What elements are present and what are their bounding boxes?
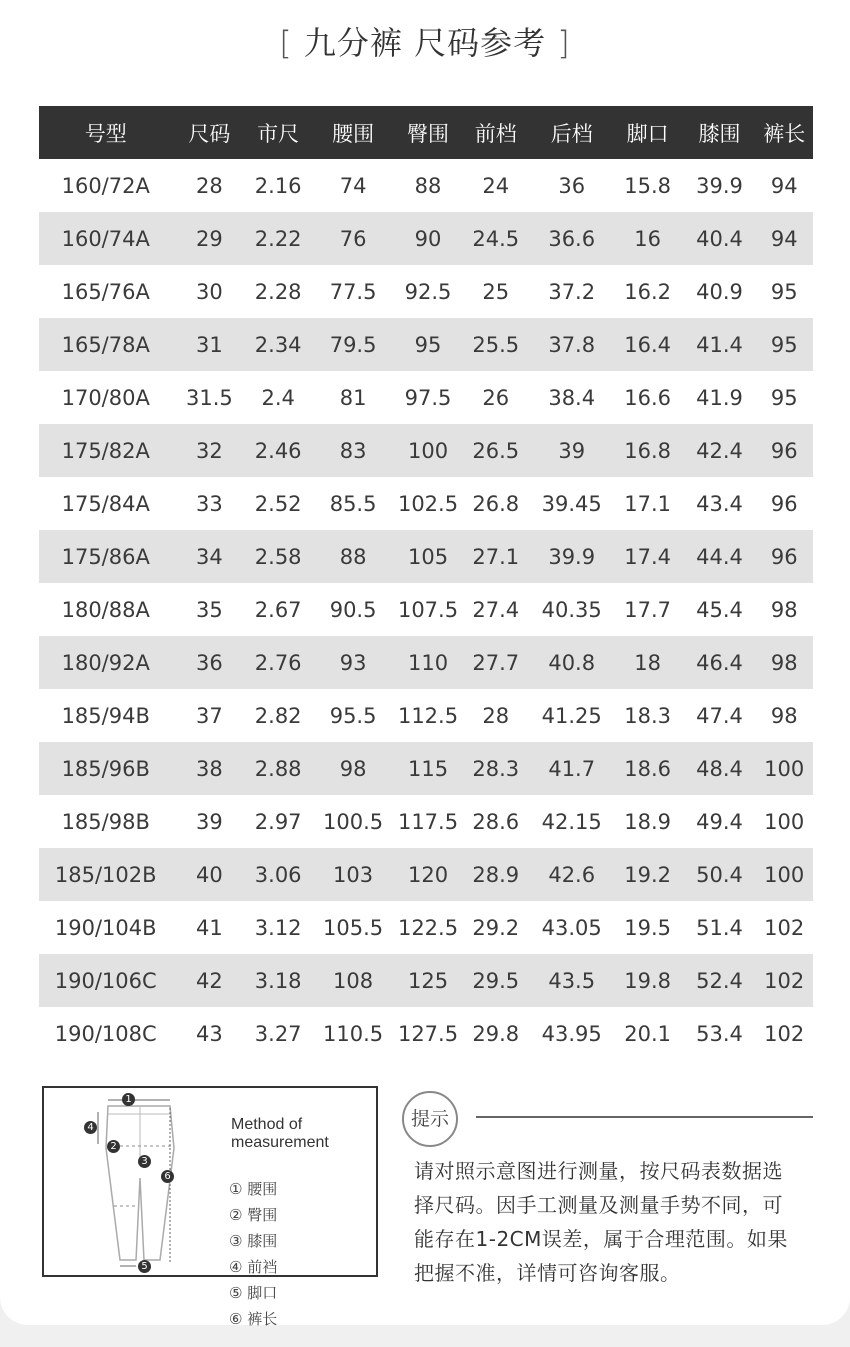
table-cell: 74 bbox=[339, 173, 367, 198]
table-cell: 40.35 bbox=[541, 597, 602, 622]
table-cell: 3.12 bbox=[254, 915, 302, 940]
table-header-row bbox=[39, 106, 813, 159]
table-cell: 95.5 bbox=[329, 703, 377, 728]
table-cell: 102 bbox=[764, 915, 805, 940]
column-header: 号型 bbox=[39, 106, 172, 159]
table-cell: 160/74A bbox=[39, 212, 172, 265]
table-cell: 47.4 bbox=[696, 703, 743, 728]
table-cell: 24.5 bbox=[460, 212, 532, 265]
table-cell: 31.5 bbox=[186, 385, 233, 410]
table-cell: 40 bbox=[172, 848, 246, 901]
table-row bbox=[39, 848, 813, 901]
table-cell: 42 bbox=[172, 954, 246, 1007]
legend-item: ⑤ 脚口 bbox=[229, 1284, 278, 1302]
table-cell: 37 bbox=[196, 703, 223, 728]
table-row bbox=[39, 371, 813, 424]
table-cell: 76 bbox=[310, 212, 396, 265]
table-cell: 95 bbox=[396, 318, 460, 371]
table-cell: 36 bbox=[172, 636, 246, 689]
table-row bbox=[39, 424, 813, 477]
table-cell: 94 bbox=[755, 212, 813, 265]
table-cell: 33 bbox=[196, 491, 223, 516]
table-cell: 16.2 bbox=[624, 279, 672, 304]
table-cell: 42.6 bbox=[532, 848, 612, 901]
table-cell: 29 bbox=[172, 212, 246, 265]
table-row bbox=[39, 795, 813, 848]
table-cell: 81 bbox=[339, 385, 367, 410]
column-header: 尺码 bbox=[172, 106, 246, 159]
table-cell: 185/98B bbox=[61, 809, 150, 834]
table-cell: 96 bbox=[770, 491, 798, 516]
legend-item: ② 臀围 bbox=[229, 1206, 278, 1224]
table-cell: 175/86A bbox=[39, 530, 172, 583]
table-cell: 43 bbox=[196, 1021, 223, 1046]
table-cell: 95 bbox=[770, 385, 798, 410]
table-cell: 105.5 bbox=[323, 915, 384, 940]
table-cell: 108 bbox=[310, 954, 396, 1007]
table-cell: 36 bbox=[558, 173, 586, 198]
legend-item: ④ 前裆 bbox=[229, 1258, 278, 1276]
table-row bbox=[39, 265, 813, 318]
column-header: 臀围 bbox=[396, 106, 460, 159]
table-cell: 42.15 bbox=[541, 809, 602, 834]
table-cell: 43.95 bbox=[541, 1021, 602, 1046]
table-row bbox=[39, 159, 813, 212]
table-cell: 96 bbox=[755, 530, 813, 583]
column-header: 市尺 bbox=[246, 106, 310, 159]
table-cell: 2.88 bbox=[246, 742, 310, 795]
tip-line: 择尺码。因手工测量及测量手势不同，可 bbox=[414, 1193, 783, 1217]
table-cell: 115 bbox=[396, 742, 460, 795]
table-cell: 97.5 bbox=[404, 385, 452, 410]
title-bracket-open: [ bbox=[279, 24, 293, 62]
table-cell: 120 bbox=[396, 848, 460, 901]
table-cell: 2.46 bbox=[246, 424, 310, 477]
method-line-1: Method of bbox=[231, 1116, 303, 1133]
table-cell: 49.4 bbox=[696, 809, 743, 834]
table-cell: 100 bbox=[396, 424, 460, 477]
table-cell: 41.7 bbox=[532, 742, 612, 795]
table-cell: 43.5 bbox=[532, 954, 612, 1007]
page-title bbox=[0, 18, 850, 64]
table-cell: 41.25 bbox=[541, 703, 602, 728]
table-cell: 42.4 bbox=[684, 424, 756, 477]
table-cell: 26.5 bbox=[460, 424, 532, 477]
table-cell: 39.9 bbox=[696, 173, 743, 198]
marker-3: 3 bbox=[138, 1155, 151, 1168]
table-cell: 88 bbox=[414, 173, 442, 198]
table-cell: 29.8 bbox=[472, 1021, 520, 1046]
table-cell: 2.28 bbox=[254, 279, 302, 304]
column-header: 前档 bbox=[460, 106, 532, 159]
table-cell: 26 bbox=[482, 385, 510, 410]
column-header: 腰围 bbox=[310, 106, 396, 159]
tip-badge: 提示 bbox=[402, 1091, 458, 1147]
table-cell: 100 bbox=[755, 848, 813, 901]
pants-outline-icon bbox=[74, 1088, 224, 1273]
table-cell: 29.2 bbox=[472, 915, 520, 940]
method-heading bbox=[231, 1116, 329, 1152]
table-cell: 102 bbox=[764, 1021, 805, 1046]
table-row bbox=[39, 1007, 813, 1060]
table-cell: 2.58 bbox=[246, 530, 310, 583]
table-cell: 127.5 bbox=[397, 1021, 459, 1046]
legend-item: ③ 膝围 bbox=[229, 1232, 278, 1250]
table-row bbox=[39, 318, 813, 371]
table-cell: 94 bbox=[770, 173, 798, 198]
table-cell: 112.5 bbox=[397, 703, 459, 728]
table-cell: 105 bbox=[396, 530, 460, 583]
table-cell: 18.9 bbox=[624, 809, 672, 834]
table-cell: 31 bbox=[172, 318, 246, 371]
table-cell: 19.5 bbox=[624, 915, 672, 940]
table-cell: 185/96B bbox=[39, 742, 172, 795]
table-cell: 52.4 bbox=[684, 954, 756, 1007]
table-cell: 40.4 bbox=[684, 212, 756, 265]
table-cell: 160/72A bbox=[61, 173, 150, 198]
table-cell: 28 bbox=[482, 703, 510, 728]
table-cell: 19.8 bbox=[612, 954, 684, 1007]
table-cell: 32 bbox=[172, 424, 246, 477]
table-cell: 3.18 bbox=[246, 954, 310, 1007]
table-cell: 39.45 bbox=[541, 491, 602, 516]
table-cell: 37.8 bbox=[532, 318, 612, 371]
table-cell: 27.7 bbox=[460, 636, 532, 689]
table-cell: 2.67 bbox=[254, 597, 302, 622]
table-cell: 2.22 bbox=[246, 212, 310, 265]
table-cell: 16 bbox=[612, 212, 684, 265]
table-cell: 17.7 bbox=[624, 597, 672, 622]
table-cell: 100 bbox=[764, 809, 805, 834]
table-cell: 98 bbox=[770, 597, 798, 622]
column-header: 脚口 bbox=[612, 106, 684, 159]
table-cell: 2.16 bbox=[254, 173, 302, 198]
table-cell: 41.4 bbox=[684, 318, 756, 371]
title-text: 九分裤 尺码参考 bbox=[303, 24, 547, 62]
table-cell: 185/94B bbox=[61, 703, 150, 728]
table-cell: 24 bbox=[482, 173, 510, 198]
marker-4: 4 bbox=[84, 1121, 97, 1134]
table-cell: 185/102B bbox=[39, 848, 172, 901]
table-cell: 117.5 bbox=[397, 809, 459, 834]
table-cell: 18.6 bbox=[612, 742, 684, 795]
table-cell: 2.4 bbox=[261, 385, 295, 410]
table-body bbox=[39, 159, 813, 1060]
tip-line: 能存在1-2CM误差，属于合理范围。如果 bbox=[414, 1227, 788, 1251]
table-cell: 180/92A bbox=[39, 636, 172, 689]
table-cell: 16.8 bbox=[612, 424, 684, 477]
table-cell: 39 bbox=[196, 809, 223, 834]
table-cell: 98 bbox=[770, 703, 798, 728]
table-cell: 51.4 bbox=[696, 915, 743, 940]
legend-row bbox=[229, 1176, 376, 1228]
table-cell: 26.8 bbox=[472, 491, 520, 516]
table-cell: 17.4 bbox=[612, 530, 684, 583]
table-cell: 100 bbox=[755, 742, 813, 795]
table-cell: 98 bbox=[755, 636, 813, 689]
tip-divider bbox=[476, 1116, 813, 1118]
table-cell: 2.97 bbox=[254, 809, 302, 834]
table-cell: 103 bbox=[310, 848, 396, 901]
table-cell: 85.5 bbox=[329, 491, 377, 516]
table-cell: 39 bbox=[532, 424, 612, 477]
marker-5: 5 bbox=[138, 1260, 151, 1273]
table-cell: 41 bbox=[196, 915, 223, 940]
column-header: 后档 bbox=[532, 106, 612, 159]
table-cell: 28.3 bbox=[460, 742, 532, 795]
table-cell: 95 bbox=[770, 279, 798, 304]
table-cell: 29.5 bbox=[460, 954, 532, 1007]
legend-item: ① 腰围 bbox=[229, 1180, 278, 1198]
measurement-diagram bbox=[42, 1086, 378, 1328]
table-cell: 38 bbox=[172, 742, 246, 795]
table-cell: 17.1 bbox=[624, 491, 672, 516]
table-row bbox=[39, 477, 813, 530]
table-cell: 20.1 bbox=[624, 1021, 672, 1046]
table-cell: 2.82 bbox=[254, 703, 302, 728]
table-cell: 79.5 bbox=[310, 318, 396, 371]
table-cell: 3.06 bbox=[246, 848, 310, 901]
table-cell: 25.5 bbox=[460, 318, 532, 371]
table-row bbox=[39, 212, 813, 265]
table-row bbox=[39, 954, 813, 1007]
table-cell: 43.05 bbox=[541, 915, 602, 940]
table-cell: 45.4 bbox=[696, 597, 743, 622]
table-cell: 110.5 bbox=[323, 1021, 384, 1046]
table-cell: 39.9 bbox=[532, 530, 612, 583]
table-cell: 44.4 bbox=[684, 530, 756, 583]
table-cell: 175/84A bbox=[61, 491, 150, 516]
table-cell: 175/82A bbox=[39, 424, 172, 477]
table-cell: 36.6 bbox=[532, 212, 612, 265]
table-cell: 25 bbox=[482, 279, 510, 304]
table-row bbox=[39, 901, 813, 954]
table-cell: 27.1 bbox=[460, 530, 532, 583]
table-cell: 190/104B bbox=[54, 915, 157, 940]
table-cell: 53.4 bbox=[696, 1021, 743, 1046]
table-row bbox=[39, 742, 813, 795]
table-cell: 37.2 bbox=[548, 279, 596, 304]
table-cell: 2.52 bbox=[254, 491, 302, 516]
table-cell: 92.5 bbox=[404, 279, 452, 304]
table-cell: 2.76 bbox=[246, 636, 310, 689]
table-cell: 122.5 bbox=[397, 915, 459, 940]
table-cell: 102 bbox=[755, 954, 813, 1007]
size-table bbox=[39, 106, 813, 1060]
table-cell: 93 bbox=[310, 636, 396, 689]
table-cell: 48.4 bbox=[684, 742, 756, 795]
column-header: 裤长 bbox=[755, 106, 813, 159]
legend-item: ⑥ 裤长 bbox=[229, 1310, 278, 1328]
table-cell: 18 bbox=[612, 636, 684, 689]
table-cell: 43.4 bbox=[696, 491, 743, 516]
table-cell: 165/78A bbox=[39, 318, 172, 371]
marker-6: 6 bbox=[161, 1170, 174, 1183]
table-cell: 190/106C bbox=[39, 954, 172, 1007]
table-cell: 34 bbox=[172, 530, 246, 583]
table-cell: 102.5 bbox=[397, 491, 459, 516]
table-cell: 30 bbox=[196, 279, 223, 304]
table-cell: 50.4 bbox=[684, 848, 756, 901]
table-cell: 110 bbox=[396, 636, 460, 689]
table-cell: 3.27 bbox=[254, 1021, 302, 1046]
table-cell: 16.6 bbox=[624, 385, 672, 410]
table-cell: 125 bbox=[396, 954, 460, 1007]
table-cell: 88 bbox=[310, 530, 396, 583]
table-row bbox=[39, 583, 813, 636]
table-row bbox=[39, 689, 813, 742]
method-line-2: measurement bbox=[231, 1134, 329, 1151]
table-cell: 41.9 bbox=[696, 385, 743, 410]
table-cell: 83 bbox=[310, 424, 396, 477]
table-cell: 107.5 bbox=[397, 597, 459, 622]
title-bracket-close: ] bbox=[557, 24, 571, 62]
measurement-legend bbox=[229, 1176, 376, 1332]
table-row bbox=[39, 530, 813, 583]
table-cell: 46.4 bbox=[684, 636, 756, 689]
table-cell: 16.4 bbox=[612, 318, 684, 371]
tip-line: 把握不准，详情可咨询客服。 bbox=[414, 1261, 681, 1285]
table-cell: 40.8 bbox=[532, 636, 612, 689]
marker-2: 2 bbox=[107, 1140, 120, 1153]
table-cell: 96 bbox=[755, 424, 813, 477]
tip-text bbox=[414, 1154, 819, 1290]
table-cell: 190/108C bbox=[54, 1021, 157, 1046]
table-cell: 90 bbox=[396, 212, 460, 265]
table-cell: 95 bbox=[755, 318, 813, 371]
table-cell: 15.8 bbox=[624, 173, 672, 198]
table-cell: 180/88A bbox=[61, 597, 150, 622]
table-cell: 170/80A bbox=[61, 385, 150, 410]
tip-line: 请对照示意图进行测量，按尺码表数据选 bbox=[414, 1159, 783, 1183]
table-cell: 27.4 bbox=[472, 597, 520, 622]
table-cell: 77.5 bbox=[329, 279, 377, 304]
table-cell: 98 bbox=[310, 742, 396, 795]
table-cell: 28 bbox=[196, 173, 223, 198]
table-cell: 28.9 bbox=[460, 848, 532, 901]
marker-1: 1 bbox=[122, 1093, 135, 1106]
table-cell: 38.4 bbox=[548, 385, 596, 410]
table-cell: 40.9 bbox=[696, 279, 743, 304]
table-cell: 35 bbox=[196, 597, 223, 622]
column-header: 膝围 bbox=[684, 106, 756, 159]
table-cell: 100.5 bbox=[323, 809, 384, 834]
legend-row bbox=[229, 1228, 376, 1280]
table-cell: 19.2 bbox=[612, 848, 684, 901]
table-row bbox=[39, 636, 813, 689]
table-cell: 28.6 bbox=[472, 809, 520, 834]
table-cell: 90.5 bbox=[329, 597, 377, 622]
table-cell: 18.3 bbox=[624, 703, 672, 728]
legend-row bbox=[229, 1280, 376, 1332]
table-cell: 165/76A bbox=[61, 279, 150, 304]
table-cell: 2.34 bbox=[246, 318, 310, 371]
